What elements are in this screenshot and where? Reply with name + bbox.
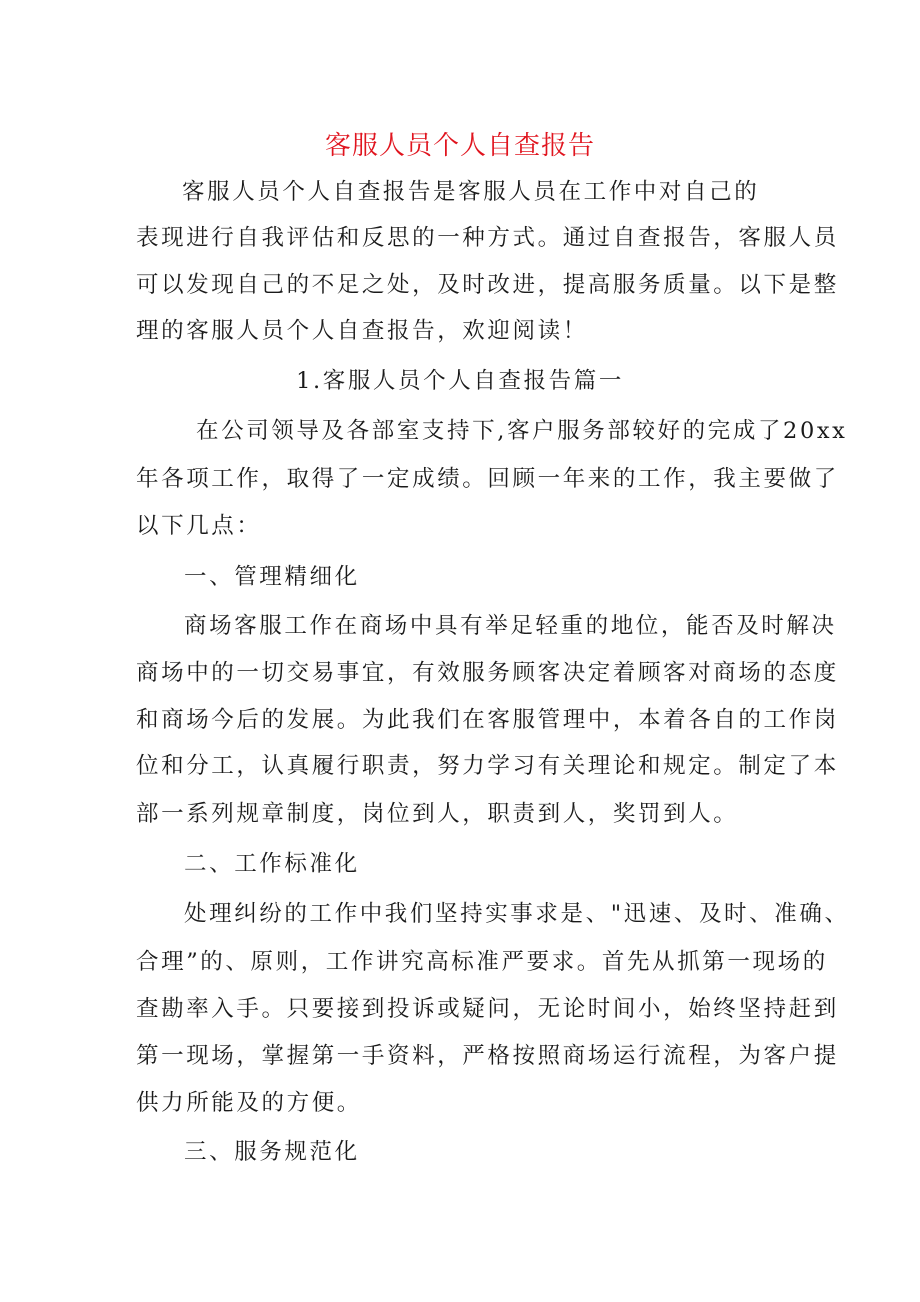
paragraph-1-line-2: 年各项工作，取得了一定成绩。回顾一年来的工作，我主要做了: [136, 466, 839, 492]
paragraph-3-line-4: 第一现场，掌握第一手资料，严格按照商场运行流程，为客户提: [136, 1043, 839, 1069]
paragraph-1-line-1: 在公司领导及各部室支持下,客户服务部较好的完成了20xx: [196, 418, 848, 444]
paragraph-3-line-2: 合理”的、原则，工作讲究高标准严要求。首先从抓第一现场的: [136, 949, 828, 975]
section-heading-part-1: 1.客服人员个人自查报告篇一: [296, 368, 624, 394]
paragraph-2-line-1: 商场客服工作在商场中具有举足轻重的地位，能否及时解决: [184, 613, 837, 639]
subheading-service: 三、服务规范化: [184, 1139, 360, 1165]
subheading-standardization: 二、工作标准化: [184, 851, 360, 877]
paragraph-2-line-5: 部一系列规章制度，岗位到人，职责到人，奖罚到人。: [136, 801, 739, 827]
intro-line-3: 可以发现自己的不足之处，及时改进，提高服务质量。以下是整: [136, 272, 839, 298]
paragraph-3-line-5: 供力所能及的方便。: [136, 1090, 362, 1116]
intro-line-1: 客服人员个人自查报告是客服人员在工作中对自己的: [182, 179, 760, 205]
paragraph-1-line-3: 以下几点：: [136, 513, 262, 539]
intro-line-2: 表现进行自我评估和反思的一种方式。通过自查报告，客服人员: [136, 225, 839, 251]
paragraph-3-line-1: 处理纠纷的工作中我们坚持实事求是、"迅速、及时、准确、: [184, 901, 850, 927]
paragraph-2-line-3: 和商场今后的发展。为此我们在客服管理中，本着各自的工作岗: [136, 707, 839, 733]
paragraph-2-line-2: 商场中的一切交易事宜，有效服务顾客决定着顾客对商场的态度: [136, 660, 839, 686]
subheading-management: 一、管理精细化: [184, 564, 360, 590]
paragraph-3-line-3: 查勘率入手。只要接到投诉或疑问，无论时间小，始终坚持赶到: [136, 996, 839, 1022]
document-title: 客服人员个人自查报告: [324, 131, 595, 161]
intro-line-4: 理的客服人员个人自查报告，欢迎阅读！: [136, 318, 588, 344]
paragraph-2-line-4: 位和分工，认真履行职责，努力学习有关理论和规定。制定了本: [136, 753, 839, 779]
